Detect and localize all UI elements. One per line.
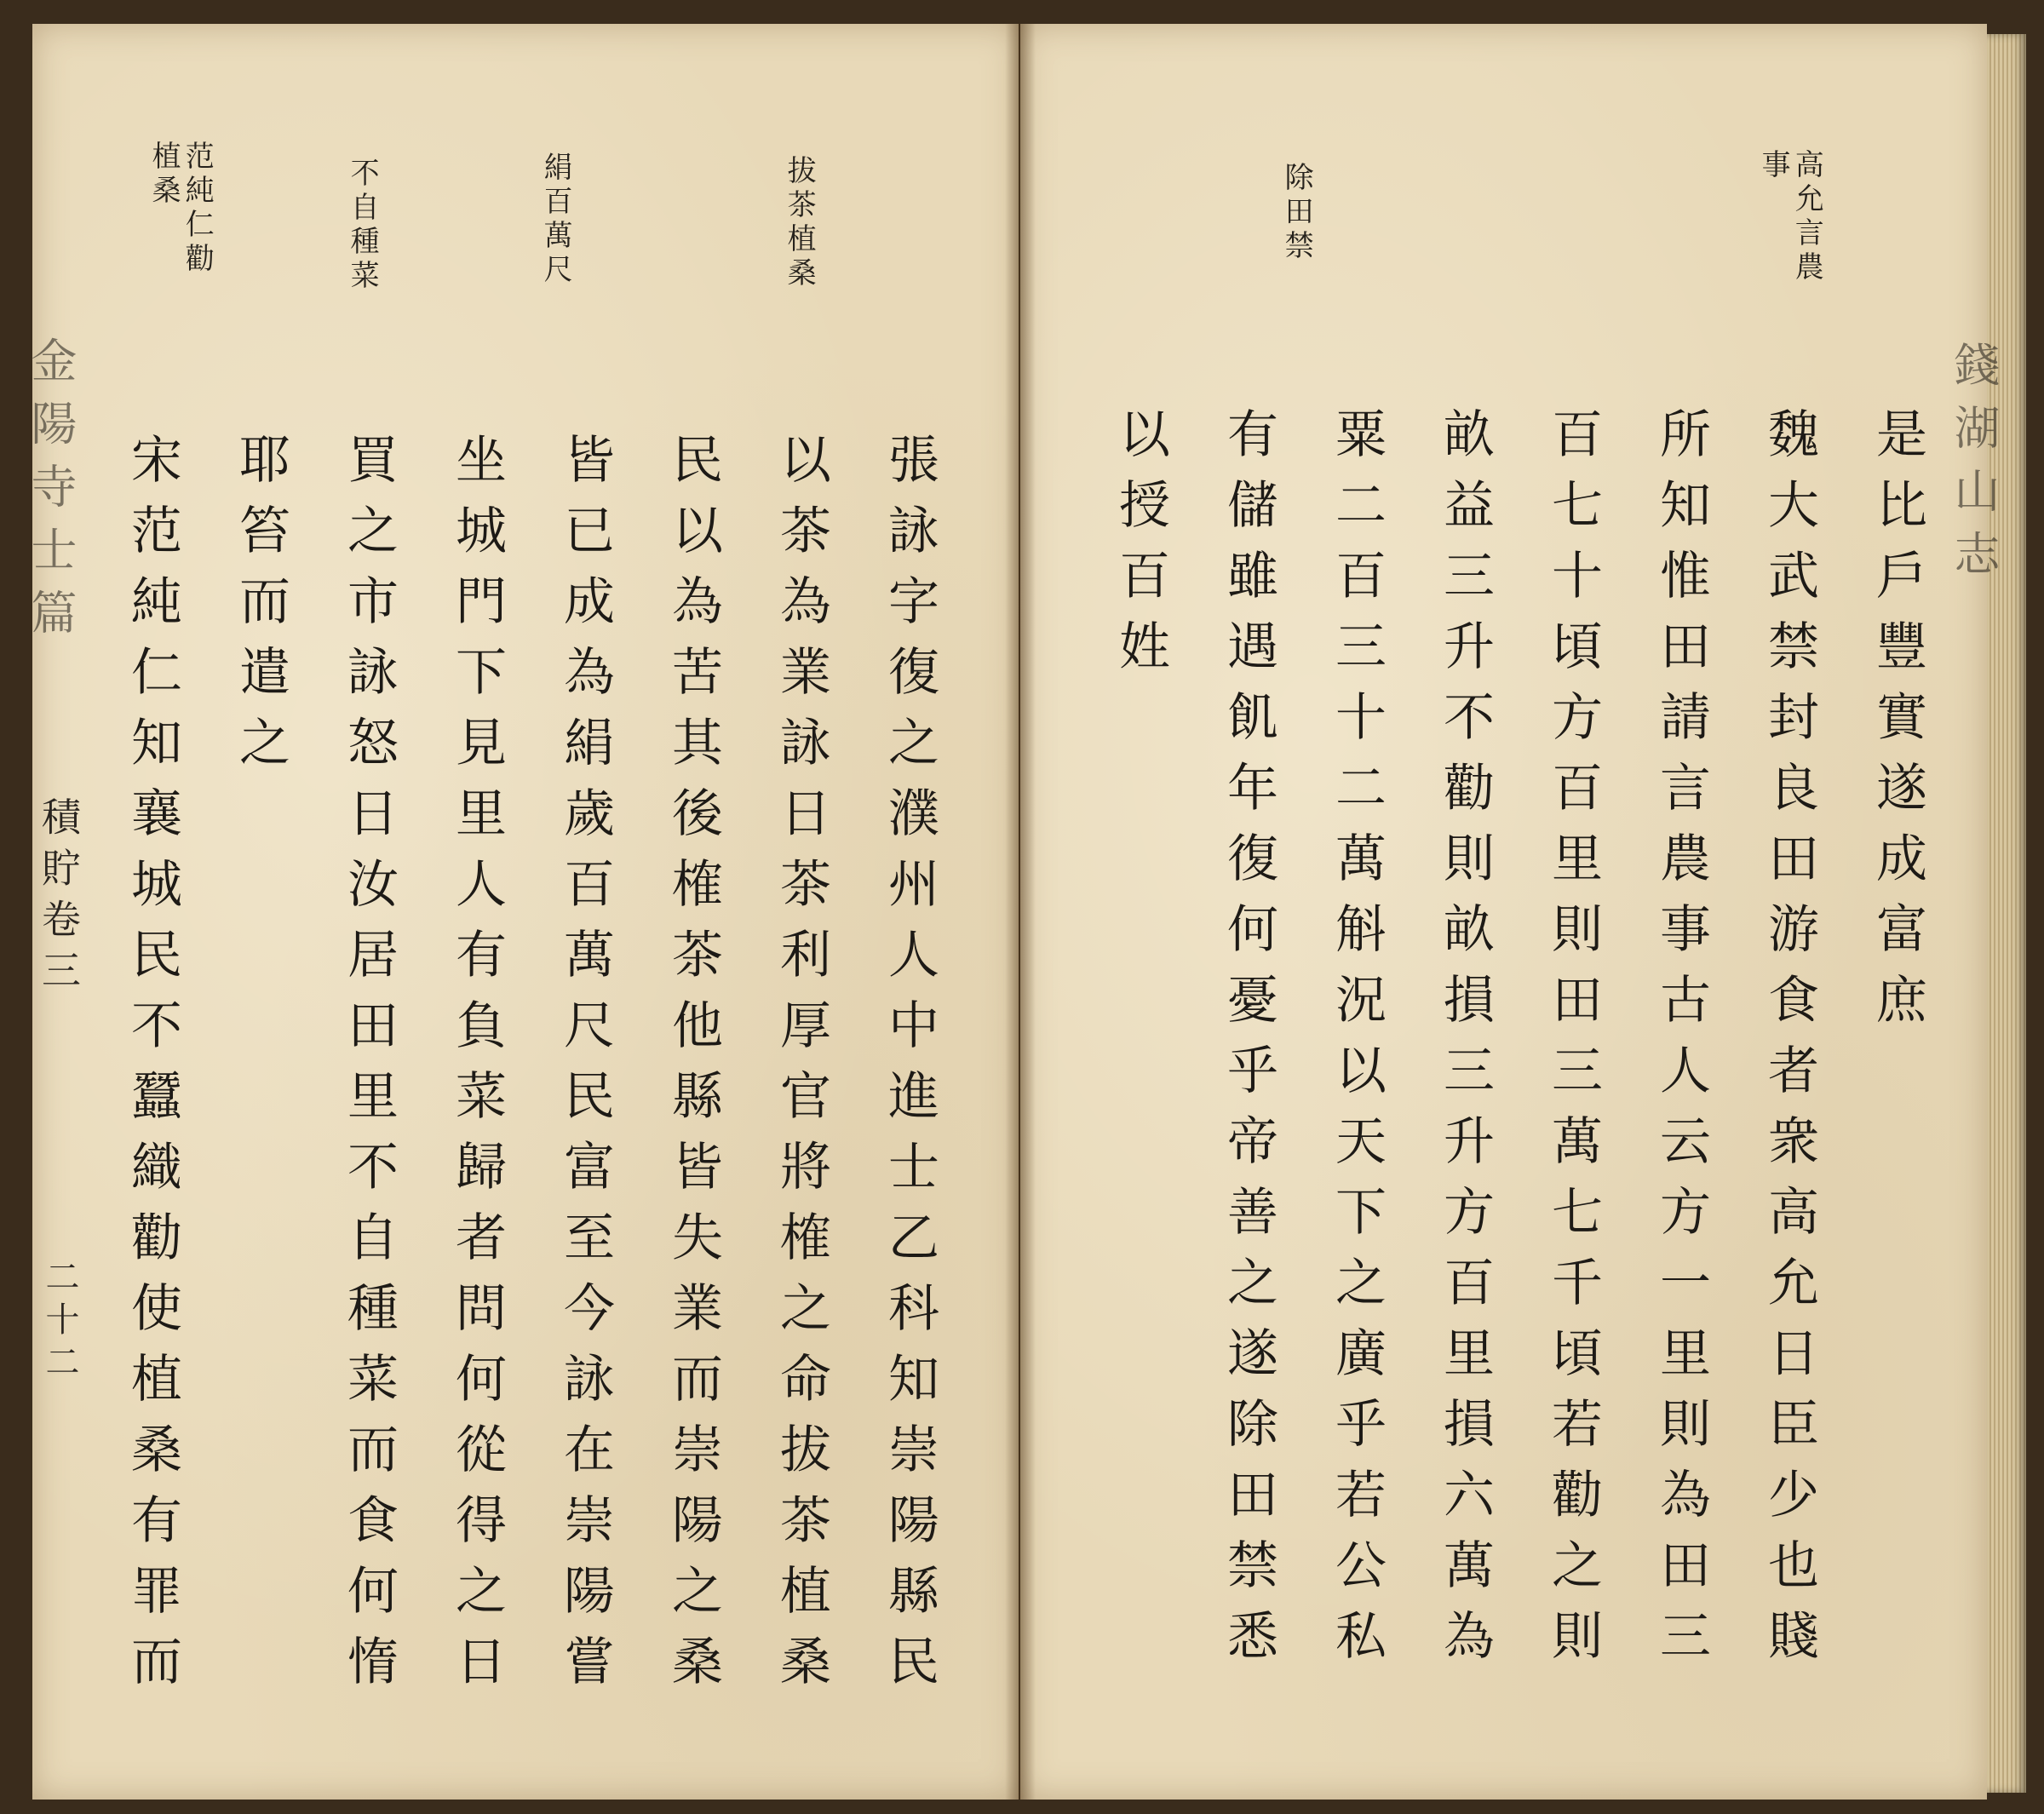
- headnote-line: 植桑: [146, 141, 181, 209]
- headnote-line: 事: [1756, 149, 1791, 183]
- page-number: 二十二: [40, 1259, 79, 1386]
- text-column: 以授百姓: [1111, 407, 1170, 690]
- text-column: 民以為苦其後榷茶他縣皆失業而崇陽之桑: [663, 433, 723, 1705]
- headnote-line: 絹百萬尺: [538, 152, 573, 288]
- headnote-chu-tian-jin: [1279, 162, 1312, 264]
- page-stack-edge: [1987, 34, 2026, 1793]
- headnote-fan-chunren: [146, 141, 213, 277]
- headnote-line: 除田禁: [1279, 162, 1314, 264]
- headnote-bu-zi-zhong: [345, 158, 378, 294]
- text-column: 粟二百三十二萬斛況以天下之廣乎若公私: [1327, 407, 1387, 1679]
- section-label: 積貯卷三: [36, 796, 82, 1001]
- right-page: [1020, 24, 1987, 1800]
- text-column: 宋范純仁知襄城民不蠶織勸使植桑有罪而: [123, 433, 182, 1705]
- headnote-line: 高允言農: [1789, 149, 1824, 285]
- right-margin-title: 錢湖山志: [1947, 341, 2001, 593]
- headnote-gao-yun: [1756, 149, 1823, 285]
- headnote-line: 拔茶植桑: [782, 155, 817, 291]
- text-column: 百七十頃方百里則田三萬七千頃若勸之則: [1543, 407, 1603, 1679]
- text-column: 有儲雖遇飢年復何憂乎帝善之遂除田禁悉: [1219, 407, 1278, 1679]
- text-column: 畝益三升不勸則畝損三升方百里損六萬為: [1435, 407, 1495, 1679]
- text-column: 所知惟田請言農事古人云方一里則為田三: [1651, 407, 1711, 1679]
- headnote-line: 范純仁勸: [180, 141, 215, 277]
- text-column: 坐城門下見里人有負菜歸者問何從得之日: [447, 433, 507, 1705]
- text-column: 耶笞而遣之: [231, 433, 290, 786]
- book-gutter: [1005, 24, 1036, 1800]
- text-column: 是比戶豐實遂成富庶: [1868, 407, 1927, 1043]
- left-margin-title: 金陽寺士篇: [24, 336, 78, 652]
- text-column: 以茶為業詠日茶利厚官將榷之命拔茶植桑: [772, 433, 831, 1705]
- text-column: 買之市詠怒日汝居田里不自種菜而食何惰: [339, 433, 399, 1705]
- headnote-juan: [538, 152, 571, 288]
- text-column: 張詠字復之濮州人中進士乙科知崇陽縣民: [880, 433, 939, 1705]
- text-column: 皆已成為絹歲百萬尺民富至今詠在崇陽嘗: [555, 433, 615, 1705]
- headnote-line: 不自種菜: [345, 158, 380, 294]
- text-column: 魏大武禁封良田游食者衆高允日臣少也賤: [1760, 407, 1819, 1679]
- headnote-ba-cha: [782, 155, 815, 291]
